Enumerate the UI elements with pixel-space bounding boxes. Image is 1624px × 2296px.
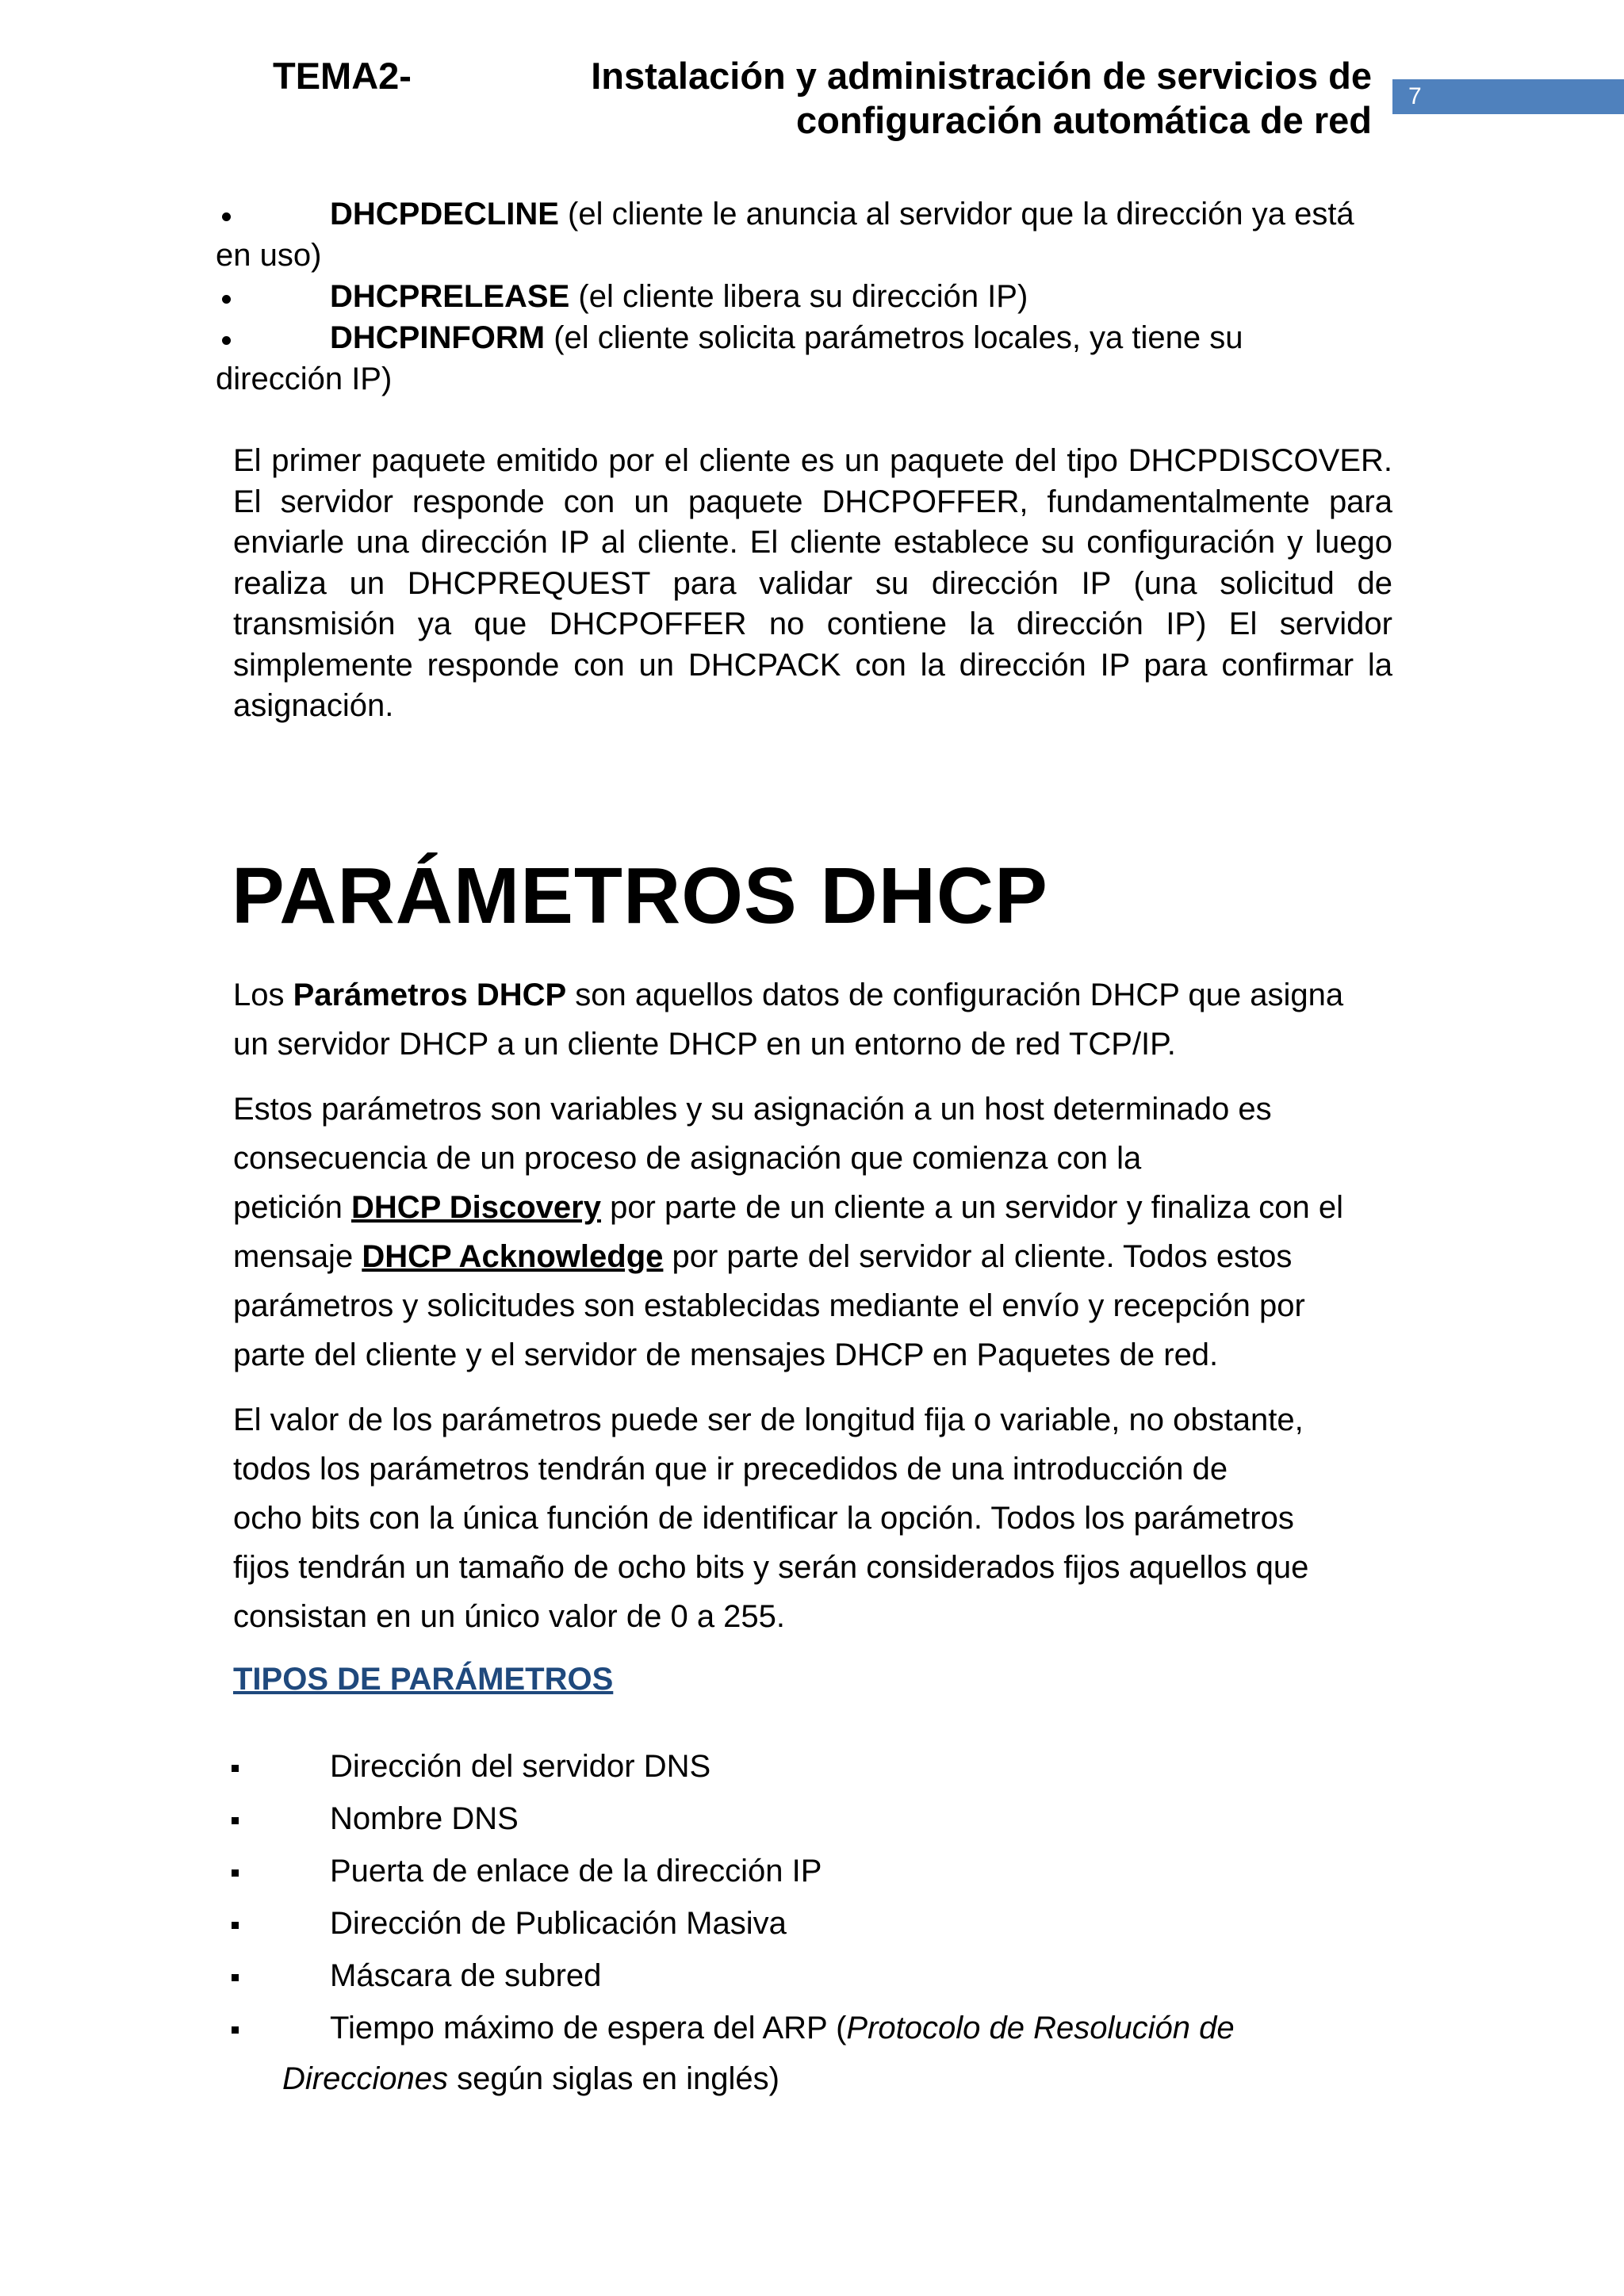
list-item-label: Máscara de subred [330, 1958, 602, 1993]
dhcp-message-list [216, 193, 1396, 400]
message-desc: (el cliente le anuncia al servidor que la dirección ya está [558, 197, 1354, 232]
message-desc: (el cliente libera su dirección IP) [569, 279, 1028, 314]
square-bullet-icon [232, 1974, 239, 1981]
text-line: consistan en un único valor de 0 a 255. [233, 1599, 786, 1634]
page-number-tab [1392, 79, 1624, 114]
message-desc-cont: en uso) [216, 238, 322, 273]
message-name: DHCPRELEASE [330, 279, 570, 314]
param-types-list [230, 1741, 1404, 2104]
dhcp-acknowledge-link[interactable]: DHCP Acknowledge [362, 1239, 664, 1274]
text-span: Tiempo máximo de espera del ARP ( [330, 2011, 847, 2045]
text-line: consecuencia de un proceso de asignación que comienza con la [233, 1141, 1142, 1176]
italic-term: Protocolo de Resolución de [846, 2011, 1235, 2045]
list-item-label: Nombre DNS [330, 1801, 519, 1836]
text-line: Estos parámetros son variables y su asignación a un host determinado es [233, 1092, 1272, 1127]
text-span: petición [233, 1190, 351, 1225]
header-title-line2: configuración automática de red [795, 99, 1372, 141]
list-item [230, 1793, 1404, 1846]
text-span: mensaje [233, 1239, 362, 1274]
text-line: El valor de los parámetros puede ser de longitud fija o variable, no obstante, [233, 1402, 1304, 1437]
text-span: Los [233, 978, 293, 1012]
list-item [230, 1898, 1404, 1950]
paragraph-values [233, 1395, 1399, 1641]
message-desc-cont: dirección IP) [216, 362, 393, 396]
text-span: según siglas en inglés) [447, 2061, 779, 2096]
bold-term: Parámetros DHCP [293, 978, 567, 1012]
text-span: son aquellos datos de configuración DHCP que asigna [566, 978, 1344, 1012]
message-name: DHCPDECLINE [330, 197, 559, 232]
list-item [216, 193, 1396, 276]
list-item [230, 1741, 1404, 1793]
bullet-dot-icon [222, 295, 231, 304]
paragraph-definition [233, 970, 1399, 1069]
text-line [233, 1183, 1399, 1232]
list-item-label: Dirección de Publicación Masiva [330, 1906, 787, 1941]
text-span: por parte de un cliente a un servidor y finaliza con el [600, 1190, 1344, 1225]
header-topic: TEMA2- [273, 55, 412, 97]
text-line: parte del cliente y el servidor de mensajes DHCP en Paquetes de red. [233, 1337, 1219, 1372]
header-title [508, 54, 1372, 143]
square-bullet-icon [232, 2026, 239, 2034]
list-item [230, 1846, 1404, 1898]
list-item-line [230, 2003, 1404, 2053]
bullet-dot-icon [222, 212, 231, 221]
italic-term: Direcciones [282, 2061, 448, 2096]
dhcp-discovery-link[interactable]: DHCP Discovery [350, 1190, 601, 1225]
text-line: un servidor DHCP a un cliente DHCP en un entorno de red TCP/IP. [233, 1027, 1176, 1062]
text-line [233, 970, 1399, 1020]
square-bullet-icon [232, 1817, 239, 1824]
list-item [230, 1950, 1404, 2003]
square-bullet-icon [232, 1765, 239, 1772]
paragraph-process [233, 1085, 1399, 1380]
list-item-label: Puerta de enlace de la dirección IP [330, 1854, 822, 1888]
header-title-line1: Instalación y administración de servicios de [591, 55, 1372, 97]
text-line [233, 1232, 1399, 1281]
list-item-label: Dirección del servidor DNS [330, 1749, 711, 1784]
square-bullet-icon [232, 1869, 239, 1877]
subheading-tipos: TIPOS DE PARÁMETROS [233, 1662, 614, 1697]
bullet-dot-icon [222, 336, 231, 345]
list-item [222, 276, 1396, 317]
message-desc: (el cliente solicita parámetros locales, ya tiene su [545, 320, 1243, 355]
message-name: DHCPINFORM [330, 320, 546, 355]
square-bullet-icon [232, 1922, 239, 1929]
list-item [216, 317, 1396, 400]
page-number: 7 [1408, 83, 1422, 109]
text-line: todos los parámetros tendrán que ir precedidos de una introducción de [233, 1452, 1228, 1487]
text-span: por parte del servidor al cliente. Todos estos [663, 1239, 1293, 1274]
text-line: fijos tendrán un tamaño de ocho bits y serán considerados fijos aquellos que [233, 1550, 1309, 1585]
intro-paragraph: El primer paquete emitido por el cliente es un paquete del tipo DHCPDISCOVER. El servidor responde con un paquete DHCPOFFER, fundamentalmente para enviarle una dirección IP al cliente. El cliente establece su configuración y luego realiza un DHCPREQUEST para validar su dirección IP (una solicitud de transmisión ya que DHCPOFFER no contiene la dirección IP) El servidor simplemente responde con un DHCPACK con la dirección IP para confirmar la asignación. [233, 443, 1392, 723]
text-line: parámetros y solicitudes son establecidas mediante el envío y recepción por [233, 1288, 1305, 1323]
text-line: ocho bits con la única función de identificar la opción. Todos los parámetros [233, 1501, 1294, 1536]
list-item-line [230, 2053, 1404, 2104]
section-title: PARÁMETROS DHCP [232, 851, 1048, 940]
list-item [230, 2003, 1404, 2104]
